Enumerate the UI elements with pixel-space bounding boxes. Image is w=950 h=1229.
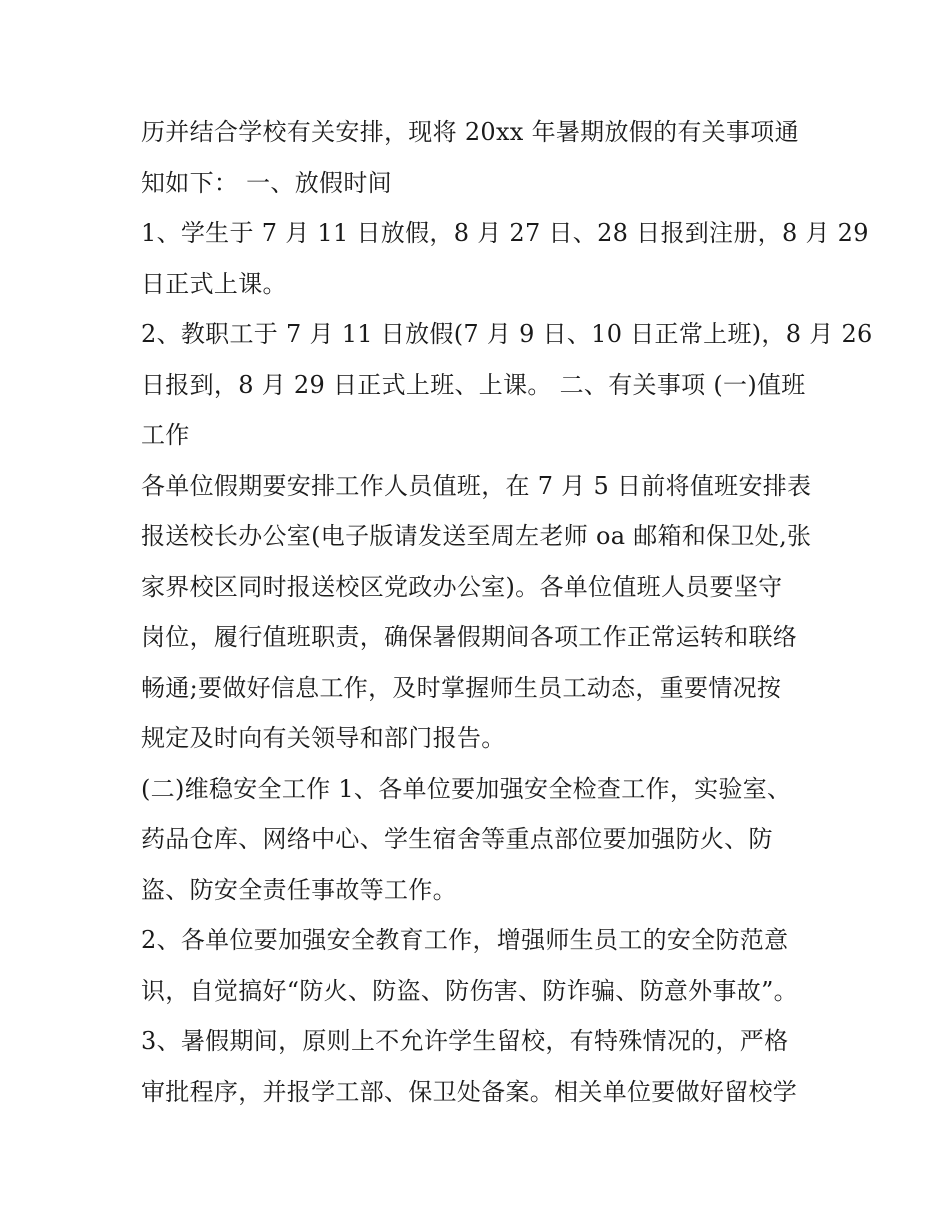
text-line: 审批程序，并报学工部、保卫处备案。相关单位要做好留校学	[141, 1077, 798, 1106]
text-line: (二)维稳安全工作 1、各单位要加强安全检查工作，实验室、	[141, 774, 792, 803]
text-line: 规定及时向有关领导和部门报告。	[141, 724, 506, 752]
text-line: 报送校长办公室(电子版请发送至周左老师 oa 邮箱和保卫处,张	[141, 522, 812, 550]
text-line: 各单位假期要安排工作人员值班，在 7 月 5 日前将值班安排表	[141, 471, 812, 500]
text-line: 畅通;要做好信息工作，及时掌握师生员工动态，重要情况按	[141, 673, 782, 702]
text-line: 2、各单位要加强安全教育工作，增强师生员工的安全防范意	[141, 926, 789, 954]
text-line: 岗位，履行值班职责，确保暑假期间各项工作正常运转和联络	[141, 623, 798, 651]
text-line: 识，自觉搞好“防火、防盗、防伤害、防诈骗、防意外事故”。	[141, 976, 798, 1005]
text-line: 盗、防安全责任事故等工作。	[141, 875, 457, 904]
text-line: 家界校区同时报送校区党政办公室)。各单位值班人员要坚守	[141, 572, 783, 601]
text-line: 1、学生于 7 月 11 日放假，8 月 27 日、28 日报到注册，8 月 29	[141, 219, 869, 247]
text-line: 药品仓库、网络中心、学生宿舍等重点部位要加强防火、防	[141, 825, 773, 853]
text-line: 日报到，8 月 29 日正式上班、上课。 二、有关事项 (一)值班	[141, 370, 806, 399]
text-line: 工作	[141, 421, 190, 449]
text-line: 3、暑假期间，原则上不允许学生留校，有特殊情况的，严格	[141, 1027, 789, 1055]
document-body	[141, 107, 873, 1117]
text-line: 历并结合学校有关安排，现将 20xx 年暑期放假的有关事项通	[141, 118, 799, 146]
text-line: 2、教职工于 7 月 11 日放假(7 月 9 日、10 日正常上班)，8 月 26	[141, 320, 873, 348]
text-line: 日正式上课。	[141, 269, 287, 298]
text-line: 知如下： 一、放假时间	[141, 168, 392, 197]
